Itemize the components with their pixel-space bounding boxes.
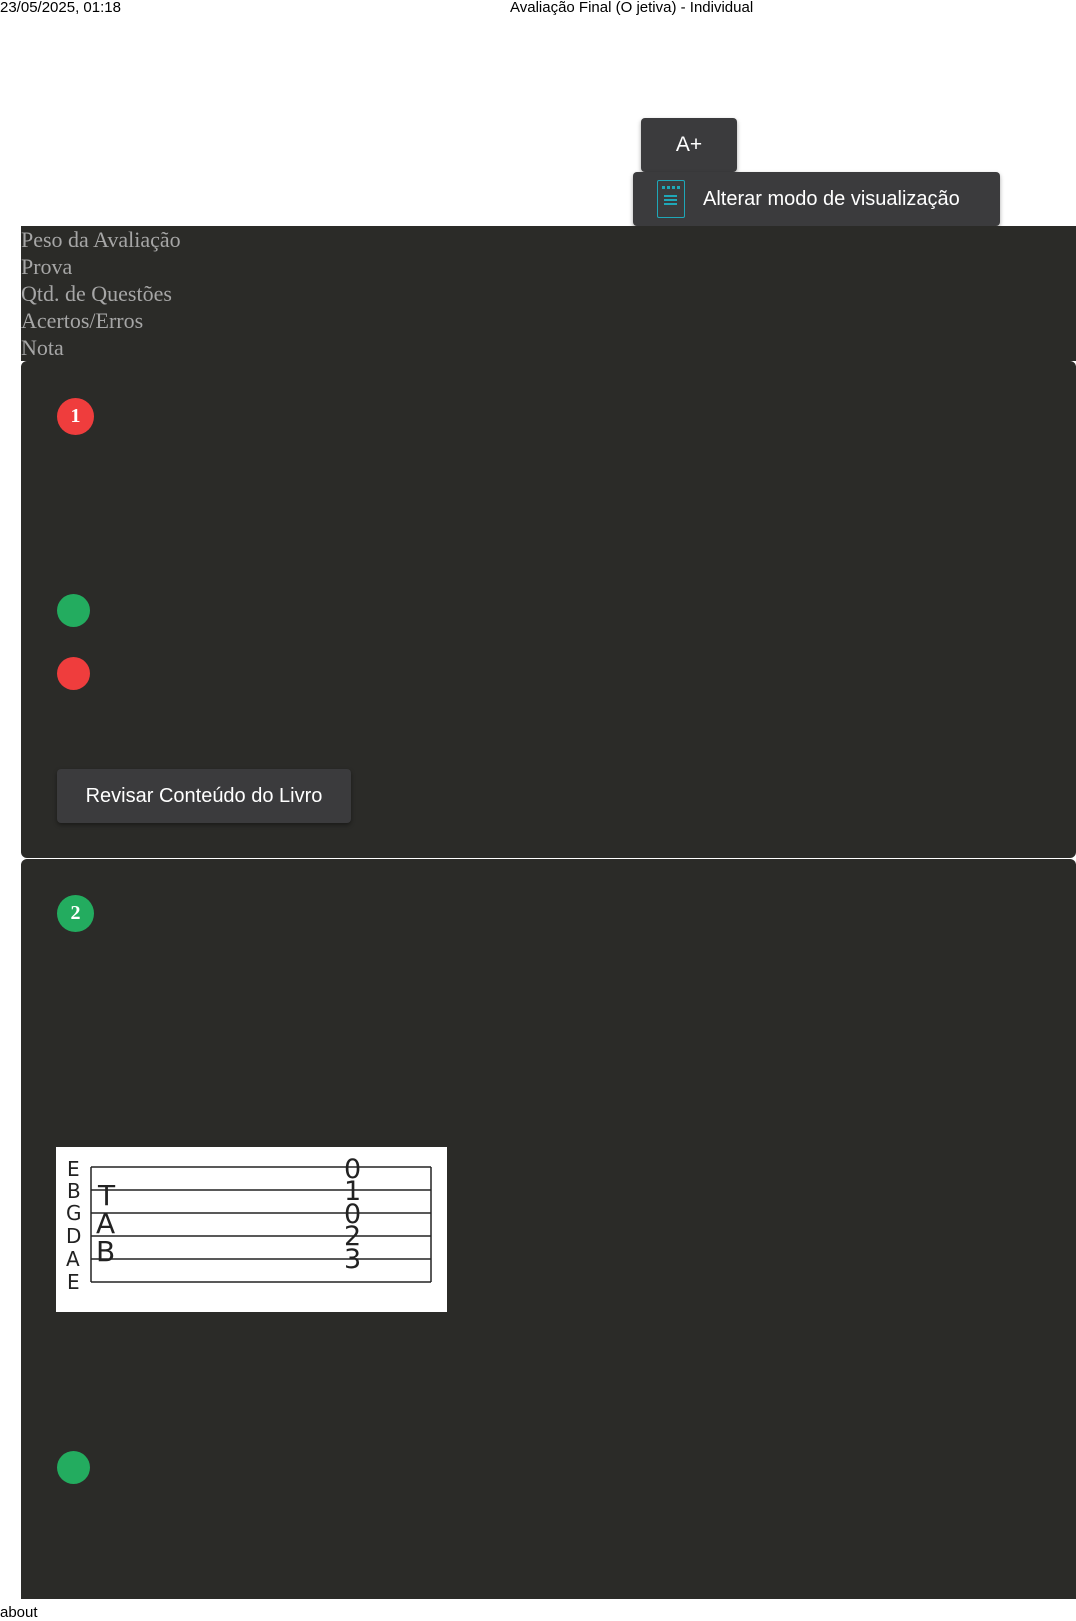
document-icon [657, 180, 685, 218]
tab-letter: A [96, 1207, 116, 1240]
evaluation-summary [21, 226, 1076, 361]
option-marker-correct [57, 1451, 90, 1484]
tab-letter: B [96, 1235, 116, 1268]
question-number-badge: 1 [57, 398, 94, 435]
increase-font-button[interactable]: A+ [641, 118, 737, 172]
summary-weight-label: Peso da Avaliação [21, 227, 181, 252]
print-footer: about [0, 1604, 38, 1621]
summary-question-count-label: Qtd. de Questões [21, 281, 172, 306]
string-label: G [66, 1201, 82, 1225]
print-datetime: 23/05/2025, 01:18 [0, 0, 121, 16]
change-view-mode-label: Alterar modo de visualização [703, 187, 960, 210]
change-view-mode-button[interactable] [633, 172, 1000, 226]
string-label: D [66, 1224, 82, 1248]
question-number-badge: 2 [57, 895, 94, 932]
summary-grade-label: Nota [21, 335, 64, 360]
string-label: B [67, 1179, 81, 1203]
guitar-tablature-image [56, 1147, 447, 1312]
summary-exam-label: Prova [21, 254, 73, 279]
summary-hits-misses-label: Acertos/Erros [21, 308, 144, 333]
string-label: E [67, 1157, 80, 1181]
option-marker-correct [57, 594, 90, 627]
fret-number: 0 [344, 1199, 362, 1230]
review-book-content-button[interactable]: Revisar Conteúdo do Livro [57, 769, 351, 823]
question-card-1 [21, 361, 1076, 858]
fret-number: 2 [344, 1221, 362, 1252]
print-header [0, 0, 1076, 16]
fret-number: 0 [344, 1154, 362, 1185]
fret-number: 3 [344, 1244, 362, 1275]
fret-number: 1 [344, 1176, 362, 1207]
tab-letter: T [98, 1179, 116, 1212]
option-marker-incorrect [57, 657, 90, 690]
string-label: E [67, 1270, 80, 1294]
string-label: A [66, 1247, 80, 1271]
question-card-2 [21, 859, 1076, 1599]
print-page-title: Avaliação Final (O jetiva) - Individual [510, 0, 754, 16]
